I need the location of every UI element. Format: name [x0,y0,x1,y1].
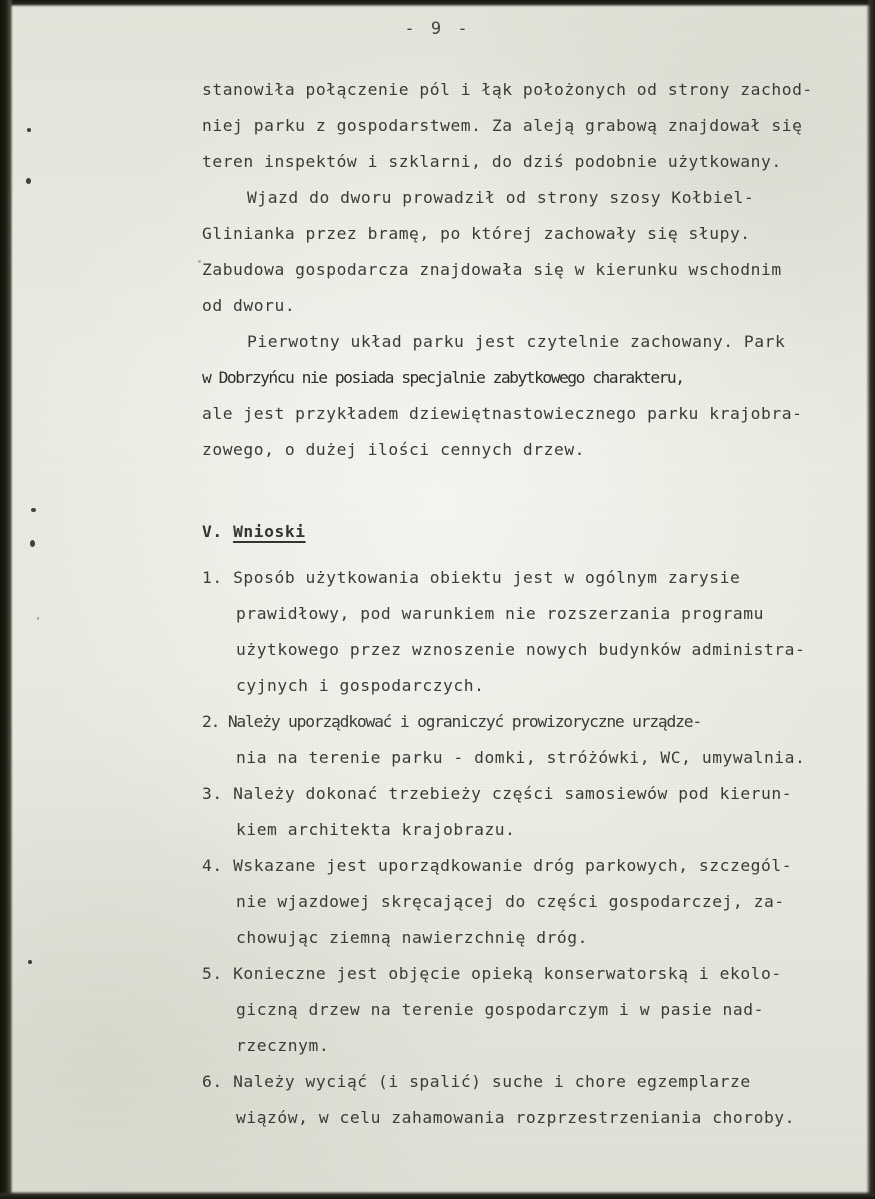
text-line: chowując ziemną nawierzchnię dróg. [236,928,588,947]
text-line: Pierwotny układ parku jest czytelnie zachowany. Park [247,332,786,351]
list-item [202,704,862,776]
section-number: V. [202,522,223,541]
list-item-number: 2. [202,712,220,731]
list-item-text: Konieczne jest objęcie opieką konserwatorską i ekolo- [233,964,782,983]
text-line [202,704,862,740]
text-line: giczną drzew na terenie gospodarczym i w pasie nad- [236,1000,764,1019]
text-line: niej parku z gospodarstwem. Za aleją grabową znajdował się [202,116,803,135]
section-title: Wnioski [233,522,306,541]
text-line: wiązów, w celu zahamowania rozprzestrzeniania choroby. [236,1108,796,1127]
list-item-text: Należy dokonać trzebieży części samosiewów pod kierun- [233,784,793,803]
text-line [202,848,862,884]
text-line: Wjazd do dworu prowadził od strony szosy Kołbiel- [247,188,755,207]
list-item [202,1064,862,1136]
section-spacer [202,468,862,514]
text-line [202,560,862,596]
text-line: Zabudowa gospodarcza znajdowała się w kierunku wschodnim [202,260,782,279]
list-item [202,776,862,848]
paragraph-3 [202,324,862,468]
list-item [202,848,862,956]
text-line: stanowiła połączenie pól i łąk położonych od strony zachod- [202,80,813,99]
list-item-number: 5. [202,964,223,983]
text-line: ale jest przykładem dziewiętnastowiecznego parku krajobra- [202,404,803,423]
text-line [202,1064,862,1100]
document-body [202,72,862,1136]
page-number: - 9 - [404,19,471,39]
list-item [202,956,862,1064]
text-line [202,776,862,812]
text-line: Glinianka przez bramę, po której zachowały się słupy. [202,224,751,243]
text-line: kiem architekta krajobrazu. [236,820,516,839]
heading-spacer [202,550,862,560]
list-item-number: 4. [202,856,223,875]
text-line: zowego, o dużej ilości cennych drzew. [202,440,586,459]
text-line [202,956,862,992]
list-item [202,560,862,704]
text-line: rzecznym. [236,1036,330,1055]
text-line: w Dobrzyńcu nie posiada specjalnie zabytkowego charakteru, [202,368,684,387]
list-item-number: 1. [202,568,223,587]
text-line: teren inspektów i szklarni, do dziś podobnie użytkowany. [202,152,782,171]
text-line: prawidłowy, pod warunkiem nie rozszerzania programu [236,604,764,623]
list-item-text: Sposób użytkowania obiektu jest w ogólnym zarysie [233,568,741,587]
text-line: użytkowego przez wznoszenie nowych budynków administra- [236,640,806,659]
section-heading [202,514,862,550]
list-item-text: Należy uporządkować i ograniczyć prowizoryczne urządze- [227,712,701,731]
text-line: cyjnych i gospodarczych. [236,676,485,695]
list-item-text: Należy wyciąć (i spalić) suche i chore egzemplarze [233,1072,751,1091]
text-line: od dworu. [202,296,296,315]
list-item-number: 3. [202,784,223,803]
paragraph-1 [202,72,862,180]
paragraph-2 [202,180,862,324]
list-item-number: 6. [202,1072,223,1091]
text-line: nie wjazdowej skręcającej do części gospodarczej, za- [236,892,785,911]
list-item-text: Wskazane jest uporządkowanie dróg parkowych, szczegól- [233,856,793,875]
conclusions-list [202,560,862,1136]
text-line: nia na terenie parku - domki, stróżówki, WC, umywalnia. [236,748,806,767]
